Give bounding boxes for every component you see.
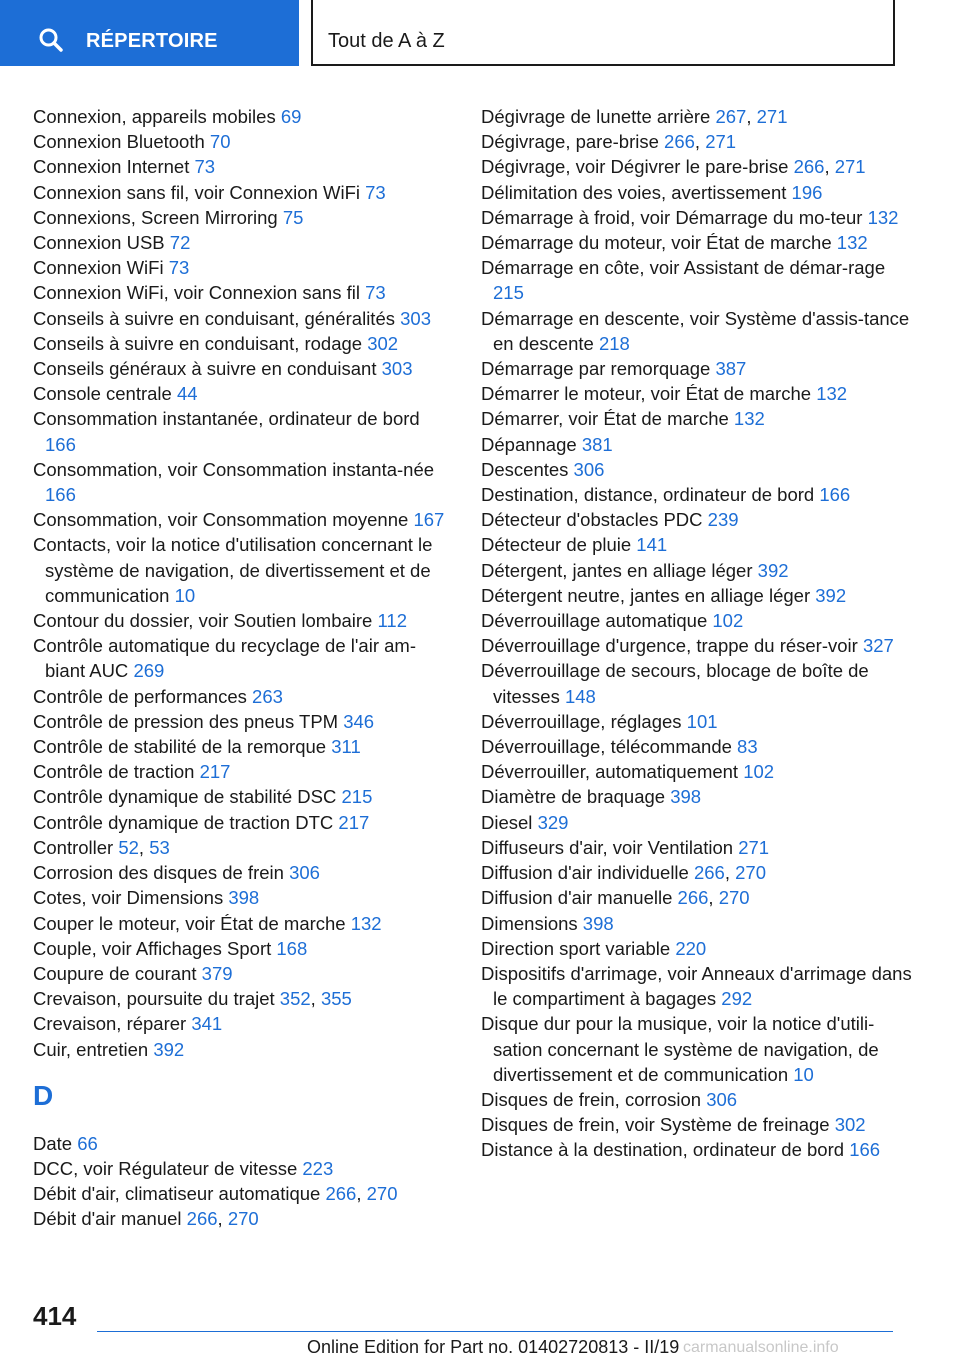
- page-link[interactable]: 270: [366, 1183, 398, 1205]
- page-link[interactable]: 148: [564, 685, 596, 707]
- entry-term: Déverrouillage de secours, blocage de boîte de vitesses: [481, 660, 869, 707]
- page-link[interactable]: 215: [493, 282, 524, 304]
- page-link[interactable]: 302: [834, 1114, 866, 1136]
- index-entry: [481, 583, 921, 608]
- page-link[interactable]: 53: [149, 836, 170, 858]
- index-entry: [33, 684, 453, 709]
- index-entry: [33, 1011, 453, 1036]
- index-entry: [481, 911, 921, 936]
- entry-term: Déverrouillage automatique: [481, 610, 713, 632]
- entry-term: Contour du dossier, voir Soutien lombaire: [33, 610, 378, 632]
- page-link[interactable]: 327: [862, 635, 894, 657]
- entry-term: Connexion, appareils mobiles: [33, 106, 281, 127]
- index-entry: [481, 759, 921, 784]
- entry-term: Contrôle dynamique de traction DTC: [33, 811, 339, 833]
- page-separator: ,: [824, 156, 835, 178]
- page-link[interactable]: 269: [133, 660, 165, 682]
- index-entry: [33, 1037, 453, 1062]
- index-entry: [33, 104, 453, 129]
- page-link[interactable]: 341: [191, 1013, 223, 1035]
- page-link[interactable]: 306: [706, 1088, 738, 1110]
- entry-term: Contacts, voir la notice d'utilisation concernant le système de navigation, de divertissement et de communication: [33, 534, 433, 606]
- index-entry: [481, 936, 921, 961]
- entry-term: Direction sport variable: [481, 937, 676, 959]
- index-entry: [481, 230, 921, 255]
- page-link[interactable]: 266: [693, 862, 725, 884]
- entry-term: Délimitation des voies, avertissement: [481, 181, 792, 203]
- search-icon: [38, 27, 64, 53]
- entry-term: Descentes: [481, 458, 574, 480]
- entry-term: Contrôle automatique du recyclage de l'air am‐biant AUC: [33, 635, 416, 682]
- index-entry: [33, 381, 453, 406]
- page-link[interactable]: 266: [186, 1208, 218, 1230]
- entry-term: Conseils généraux à suivre en conduisant: [33, 358, 382, 380]
- page-link[interactable]: 302: [367, 332, 399, 354]
- entry-term: Détergent, jantes en alliage léger: [481, 559, 758, 581]
- entry-term: Disques de frein, voir Système de freinage: [481, 1114, 835, 1136]
- page-link[interactable]: 355: [320, 988, 352, 1010]
- page-link[interactable]: 329: [537, 811, 569, 833]
- page-link[interactable]: 102: [712, 610, 744, 632]
- page-link[interactable]: 166: [849, 1139, 881, 1161]
- page-link[interactable]: 223: [302, 1157, 334, 1179]
- index-column-left: [33, 104, 453, 1232]
- index-entry: [481, 180, 921, 205]
- page-link[interactable]: 266: [677, 887, 709, 909]
- page-link[interactable]: 73: [365, 181, 386, 203]
- entry-term: Démarrer le moteur, voir État de marche: [481, 383, 817, 405]
- entry-term: Couple, voir Affichages Sport: [33, 937, 277, 959]
- page-number: 414: [33, 1301, 77, 1331]
- page-link[interactable]: 168: [276, 937, 308, 959]
- index-entry: [481, 457, 921, 482]
- page-link[interactable]: 167: [413, 509, 445, 531]
- page-link[interactable]: 271: [756, 106, 788, 127]
- entry-term: Dépannage: [481, 433, 582, 455]
- edition-text: Online Edition for Part no. 01402720813 - II/19: [307, 1337, 680, 1357]
- index-entry: [481, 406, 921, 431]
- entry-term: Consommation, voir Consommation moyenne: [33, 509, 414, 531]
- page-link[interactable]: 166: [45, 484, 76, 506]
- index-entry: [481, 432, 921, 457]
- index-entry: [481, 658, 921, 708]
- page-link[interactable]: 215: [341, 786, 373, 808]
- index-entry: [481, 482, 921, 507]
- index-button-label: RÉPERTOIRE: [86, 30, 218, 52]
- page-link[interactable]: 69: [280, 106, 302, 127]
- index-entry: [481, 709, 921, 734]
- entry-term: Connexion WiFi: [33, 257, 169, 279]
- entry-term: Coupure de courant: [33, 962, 202, 984]
- index-entry: [33, 784, 453, 809]
- page-link[interactable]: 266: [793, 156, 825, 178]
- page-link[interactable]: 292: [721, 988, 753, 1010]
- entry-term: Déverrouillage, télécommande: [481, 736, 738, 758]
- index-entry: [33, 759, 453, 784]
- entry-term: DCC, voir Régulateur de vitesse: [33, 1157, 303, 1179]
- index-entry: [33, 532, 453, 608]
- entry-term: Contrôle de traction: [33, 761, 200, 783]
- index-entry: [33, 306, 453, 331]
- page-link[interactable]: 220: [675, 937, 707, 959]
- page-link[interactable]: 263: [252, 685, 283, 707]
- entry-term: Consommation instantanée, ordinateur de bord: [33, 408, 420, 430]
- index-entry: [481, 356, 921, 381]
- entry-term: Détecteur d'obstacles PDC: [481, 509, 708, 531]
- index-entry: [481, 104, 921, 129]
- page-link[interactable]: 112: [377, 610, 407, 632]
- entry-term: Diffusion d'air individuelle: [481, 862, 694, 884]
- entry-term: Cuir, entretien: [33, 1038, 154, 1060]
- index-entry: [481, 532, 921, 557]
- entry-term: Diffuseurs d'air, voir Ventilation: [481, 836, 739, 858]
- entry-term: Connexion sans fil, voir Connexion WiFi: [33, 181, 366, 203]
- index-entry: [33, 1156, 453, 1181]
- index-entry: [481, 381, 921, 406]
- page-link[interactable]: 132: [733, 408, 765, 430]
- page-link[interactable]: 267: [715, 106, 747, 127]
- page-link[interactable]: 271: [834, 156, 866, 178]
- page-separator: ,: [694, 131, 706, 153]
- entry-term: Cotes, voir Dimensions: [33, 887, 229, 909]
- page-link[interactable]: 72: [169, 232, 191, 254]
- entry-term: Consommation, voir Consommation instanta‐née: [33, 458, 435, 480]
- index-entry: [481, 734, 921, 759]
- page-link[interactable]: 44: [176, 383, 198, 405]
- page-link[interactable]: 73: [168, 257, 190, 279]
- tab-a-to-z[interactable]: [311, 0, 895, 66]
- entry-list-c: [33, 104, 453, 1062]
- page-separator: ,: [708, 887, 719, 909]
- index-entry: [33, 1131, 453, 1156]
- entry-term: Diesel: [481, 811, 538, 833]
- page-link[interactable]: 218: [598, 332, 630, 354]
- entry-term: Dégivrage, voir Dégivrer le pare-brise: [481, 156, 794, 178]
- index-entry: [33, 860, 453, 885]
- index-entry: [481, 205, 921, 230]
- entry-list-d: [33, 1131, 453, 1232]
- index-entry: [481, 835, 921, 860]
- page-link[interactable]: 387: [715, 358, 747, 380]
- index-entry: [481, 784, 921, 809]
- index-entry: [481, 1087, 921, 1112]
- index-entry: [481, 1112, 921, 1137]
- page-separator: ,: [356, 1183, 367, 1205]
- entry-term: Disque dur pour la musique, voir la notice d'utili‐sation concernant le système de navigation, de divertissement et de communication: [481, 1013, 879, 1085]
- entry-term: Démarrage du moteur, voir État de marche: [481, 232, 837, 254]
- entry-term: Contrôle de performances: [33, 685, 253, 707]
- page-link[interactable]: 270: [735, 862, 767, 884]
- footer-divider: [97, 1331, 893, 1332]
- page-link[interactable]: 217: [338, 811, 370, 833]
- index-entry: [33, 255, 453, 280]
- page-link[interactable]: 10: [174, 584, 196, 606]
- page-link[interactable]: 392: [815, 584, 847, 606]
- index-entry: [481, 885, 921, 910]
- entry-term: Crevaison, réparer: [33, 1013, 192, 1035]
- page-link[interactable]: 217: [199, 761, 231, 783]
- page-link[interactable]: 303: [400, 307, 432, 329]
- page-link[interactable]: 266: [664, 131, 695, 153]
- entry-list-d-continued: [481, 104, 921, 1163]
- page-link[interactable]: 10: [793, 1063, 814, 1085]
- index-entry: [33, 911, 453, 936]
- index-entry: [481, 1137, 921, 1162]
- index-entry: [481, 1011, 921, 1087]
- entry-term: Corrosion des disques de frein: [33, 862, 290, 884]
- page-link[interactable]: 75: [282, 206, 304, 228]
- index-entry: [481, 306, 921, 356]
- index-entry: [33, 936, 453, 961]
- index-button[interactable]: [0, 0, 299, 66]
- page-link[interactable]: 270: [718, 887, 750, 909]
- page-link[interactable]: 270: [227, 1208, 259, 1230]
- page-link[interactable]: 102: [743, 761, 775, 783]
- page-link[interactable]: 266: [325, 1183, 357, 1205]
- entry-term: Détergent neutre, jantes en alliage léger: [481, 584, 816, 606]
- page-link[interactable]: 352: [279, 988, 311, 1010]
- index-entry: [33, 154, 453, 179]
- entry-term: Dégivrage de lunette arrière: [481, 106, 716, 127]
- index-entry: [33, 205, 453, 230]
- index-entry: [481, 633, 921, 658]
- entry-term: Démarrage en côte, voir Assistant de démar‐rage: [481, 257, 886, 279]
- page-link[interactable]: 392: [757, 559, 789, 581]
- page-link[interactable]: 83: [737, 736, 758, 758]
- section-letter-d: D: [33, 1079, 54, 1111]
- top-navigation: [0, 0, 960, 66]
- page-link[interactable]: 166: [819, 484, 851, 506]
- index-entry: [33, 507, 453, 532]
- entry-term: Détecteur de pluie: [481, 534, 637, 556]
- index-entry: [33, 1181, 453, 1206]
- page-link[interactable]: 132: [350, 912, 382, 934]
- page-link[interactable]: 73: [194, 156, 216, 178]
- index-entry: [33, 986, 453, 1011]
- entry-term: Débit d'air manuel: [33, 1208, 187, 1230]
- index-entry: [481, 154, 921, 179]
- index-entry: [33, 180, 453, 205]
- entry-term: Démarrage par remorquage: [481, 358, 716, 380]
- page-separator: ,: [746, 106, 757, 127]
- index-entry: [33, 1206, 453, 1231]
- index-entry: [33, 280, 453, 305]
- entry-term: Crevaison, poursuite du trajet: [33, 988, 280, 1010]
- page-link[interactable]: 132: [867, 206, 899, 228]
- page-link[interactable]: 132: [816, 383, 848, 405]
- index-entry: [33, 810, 453, 835]
- page-link[interactable]: 398: [670, 786, 702, 808]
- index-entry: [481, 255, 921, 305]
- page-link[interactable]: 392: [153, 1038, 185, 1060]
- page-link[interactable]: 141: [636, 534, 668, 556]
- entry-term: Destination, distance, ordinateur de bord: [481, 484, 820, 506]
- entry-term: Démarrage en descente, voir Système d'assis‐tance en descente: [481, 307, 910, 354]
- page-link[interactable]: 303: [381, 358, 413, 380]
- page-link[interactable]: 346: [343, 710, 375, 732]
- index-entry: [33, 961, 453, 986]
- index-entry: [33, 406, 453, 456]
- watermark: carmanualsonline.info: [683, 1339, 839, 1356]
- index-entry: [33, 608, 453, 633]
- entry-term: Contrôle de stabilité de la remorque: [33, 736, 332, 758]
- entry-term: Connexion WiFi, voir Connexion sans fil: [33, 282, 366, 304]
- page-link[interactable]: 398: [582, 912, 614, 934]
- entry-term: Contrôle de pression des pneus TPM: [33, 710, 344, 732]
- page-link[interactable]: 73: [365, 282, 386, 304]
- entry-term: Diffusion d'air manuelle: [481, 887, 678, 909]
- tab-a-to-z-label: Tout de A à Z: [328, 30, 445, 52]
- index-entry: [33, 230, 453, 255]
- page-link[interactable]: 166: [45, 433, 76, 455]
- entry-term: Couper le moteur, voir État de marche: [33, 912, 351, 934]
- index-entry: [481, 961, 921, 1011]
- entry-term: Déverrouillage d'urgence, trappe du réser‐voir: [481, 635, 863, 657]
- entry-term: Connexion Internet: [33, 156, 195, 178]
- index-entry: [481, 129, 921, 154]
- entry-term: Distance à la destination, ordinateur de bord: [481, 1139, 850, 1161]
- entry-term: Déverrouiller, automatiquement: [481, 761, 744, 783]
- page-link[interactable]: 132: [836, 232, 868, 254]
- page-link[interactable]: 311: [331, 736, 361, 758]
- page-link[interactable]: 398: [228, 887, 260, 909]
- page-link[interactable]: 196: [791, 181, 823, 203]
- index-entry: [481, 608, 921, 633]
- index-entry: [481, 558, 921, 583]
- page-link[interactable]: 271: [705, 131, 737, 153]
- index-entry: [33, 129, 453, 154]
- page-link[interactable]: 66: [77, 1132, 98, 1154]
- page-link[interactable]: 381: [581, 433, 613, 455]
- page-separator: ,: [724, 862, 736, 884]
- entry-term: Déverrouillage, réglages: [481, 710, 687, 732]
- entry-term: Connexion USB: [33, 232, 170, 254]
- page-link[interactable]: 306: [573, 458, 605, 480]
- entry-term: Dégivrage, pare-brise: [481, 131, 665, 153]
- page-link[interactable]: 101: [686, 710, 718, 732]
- page-link[interactable]: 52: [118, 836, 139, 858]
- index-entry: [481, 810, 921, 835]
- index-entry: [33, 356, 453, 381]
- page-separator: ,: [217, 1208, 228, 1230]
- index-column-right: [481, 104, 921, 1163]
- index-entry: [33, 709, 453, 734]
- index-entry: [33, 835, 453, 860]
- page-link[interactable]: 379: [201, 962, 233, 984]
- entry-term: Dispositifs d'arrimage, voir Anneaux d'arrimage dans le compartiment à bagages: [481, 962, 912, 1010]
- entry-term: Démarrage à froid, voir Démarrage du mo‐teur: [481, 206, 868, 228]
- entry-term: Console centrale: [33, 383, 177, 405]
- entry-term: Connexion Bluetooth: [33, 131, 210, 153]
- index-entry: [33, 734, 453, 759]
- index-entry: [481, 860, 921, 885]
- page-link[interactable]: 306: [289, 862, 320, 884]
- entry-term: Date: [33, 1132, 78, 1154]
- entry-term: Dimensions: [481, 912, 583, 934]
- page-link[interactable]: 70: [209, 131, 231, 153]
- page-separator: ,: [310, 988, 321, 1010]
- index-entry: [33, 331, 453, 356]
- index-entry: [33, 457, 453, 507]
- page-link[interactable]: 239: [707, 509, 739, 531]
- entry-term: Disques de frein, corrosion: [481, 1088, 707, 1110]
- index-entry: [33, 633, 453, 683]
- index-entry: [33, 885, 453, 910]
- entry-term: Conseils à suivre en conduisant, généralités: [33, 307, 401, 329]
- page-separator: ,: [138, 836, 150, 858]
- entry-term: Démarrer, voir État de marche: [481, 408, 734, 430]
- entry-term: Débit d'air, climatiseur automatique: [33, 1183, 326, 1205]
- entry-term: Contrôle dynamique de stabilité DSC: [33, 786, 342, 808]
- entry-term: Conseils à suivre en conduisant, rodage: [33, 332, 368, 354]
- entry-term: Controller: [33, 836, 119, 858]
- entry-term: Diamètre de braquage: [481, 786, 671, 808]
- entry-term: Connexions, Screen Mirroring: [33, 206, 283, 228]
- index-entry: [481, 507, 921, 532]
- page-link[interactable]: 271: [738, 836, 770, 858]
